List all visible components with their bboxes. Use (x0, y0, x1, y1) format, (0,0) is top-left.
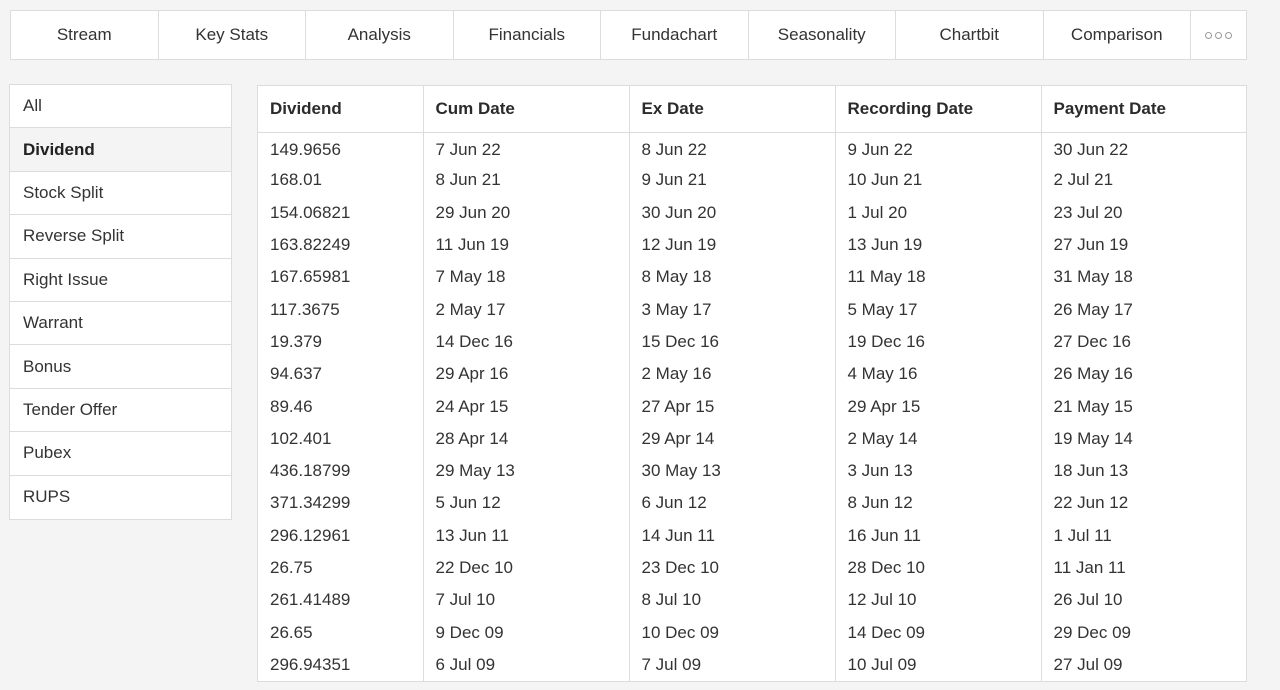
table-row (258, 520, 1247, 552)
cum-date-cell: 29 Jun 20 (423, 197, 629, 229)
cum-date-cell: 11 Jun 19 (423, 229, 629, 261)
sidebar-item-warrant[interactable]: Warrant (10, 302, 231, 345)
ex-date-cell: 15 Dec 16 (629, 326, 835, 358)
table-row (258, 552, 1247, 584)
dividend-table-container (257, 85, 1247, 682)
payment-date-cell: 29 Dec 09 (1053, 622, 1131, 642)
cum-date-cell: 29 May 13 (423, 455, 629, 487)
payment-date-cell: 27 Jul 09 (1053, 654, 1123, 674)
dividend-cell: 102.401 (258, 423, 423, 455)
payment-date-cell: 26 Jul 10 (1053, 590, 1123, 610)
table-row (258, 326, 1247, 358)
cum-date-cell: 14 Dec 16 (423, 326, 629, 358)
table-row (258, 455, 1247, 487)
tab-key-stats[interactable]: Key Stats (159, 11, 307, 59)
dividend-cell: 94.637 (258, 358, 423, 390)
table-row (258, 261, 1247, 293)
sidebar-item-right-issue[interactable]: Right Issue (10, 259, 231, 302)
cum-date-cell: 9 Dec 09 (423, 616, 629, 648)
recording-date-cell: 9 Jun 22 (835, 132, 1041, 164)
table-row (258, 132, 1247, 164)
payment-date-cell: 22 Jun 12 (1053, 493, 1129, 513)
table-row (258, 390, 1247, 422)
cum-date-cell: 28 Apr 14 (423, 423, 629, 455)
column-header-cum-date[interactable]: Cum Date (423, 86, 629, 132)
ex-date-cell: 6 Jun 12 (629, 487, 835, 519)
table-row (258, 358, 1247, 390)
ex-date-cell: 30 Jun 20 (629, 197, 835, 229)
table-row (258, 616, 1247, 648)
dividend-table (258, 86, 1247, 681)
recording-date-cell: 29 Apr 15 (835, 390, 1041, 422)
recording-date-cell: 19 Dec 16 (835, 326, 1041, 358)
cum-date-cell: 2 May 17 (423, 293, 629, 325)
payment-date-cell: 19 May 14 (1053, 428, 1133, 448)
payment-date-cell: 18 Jun 13 (1053, 461, 1129, 481)
tab-seasonality[interactable]: Seasonality (749, 11, 897, 59)
ex-date-cell: 7 Jul 09 (629, 649, 835, 681)
cum-date-cell: 24 Apr 15 (423, 390, 629, 422)
tab-financials[interactable]: Financials (454, 11, 602, 59)
ex-date-cell: 27 Apr 15 (629, 390, 835, 422)
cum-date-cell: 29 Apr 16 (423, 358, 629, 390)
payment-date-cell: 21 May 15 (1053, 396, 1133, 416)
ex-date-cell: 8 May 18 (629, 261, 835, 293)
table-row (258, 584, 1247, 616)
dividend-cell: 168.01 (258, 164, 423, 196)
column-header-dividend[interactable]: Dividend (258, 86, 423, 132)
cum-date-cell: 5 Jun 12 (423, 487, 629, 519)
payment-date-cell: 26 May 17 (1053, 299, 1133, 319)
recording-date-cell: 11 May 18 (835, 261, 1041, 293)
recording-date-cell: 10 Jun 21 (835, 164, 1041, 196)
dividend-cell: 163.82249 (258, 229, 423, 261)
recording-date-cell: 1 Jul 20 (835, 197, 1041, 229)
payment-date-cell: 27 Dec 16 (1053, 331, 1131, 351)
dividend-cell: 261.41489 (258, 584, 423, 616)
recording-date-cell: 2 May 14 (835, 423, 1041, 455)
sidebar-item-reverse-split[interactable]: Reverse Split (10, 215, 231, 258)
ex-date-cell: 23 Dec 10 (629, 552, 835, 584)
recording-date-cell: 28 Dec 10 (835, 552, 1041, 584)
cum-date-cell: 7 Jul 10 (423, 584, 629, 616)
ex-date-cell: 29 Apr 14 (629, 423, 835, 455)
top-tab-bar (10, 10, 1247, 60)
dividend-cell: 149.9656 (258, 132, 423, 164)
cum-date-cell: 8 Jun 21 (423, 164, 629, 196)
table-row (258, 164, 1247, 196)
recording-date-cell: 14 Dec 09 (835, 616, 1041, 648)
tab-fundachart[interactable]: Fundachart (601, 11, 749, 59)
recording-date-cell: 10 Jul 09 (835, 649, 1041, 681)
tab-stream[interactable]: Stream (11, 11, 159, 59)
ex-date-cell: 9 Jun 21 (629, 164, 835, 196)
dividend-cell: 26.75 (258, 552, 423, 584)
cum-date-cell: 22 Dec 10 (423, 552, 629, 584)
tab-comparison[interactable]: Comparison (1044, 11, 1192, 59)
payment-date-cell: 2 Jul 21 (1053, 170, 1114, 190)
dividend-cell: 371.34299 (258, 487, 423, 519)
sidebar-item-pubex[interactable]: Pubex (10, 432, 231, 475)
tab-chartbit[interactable]: Chartbit (896, 11, 1044, 59)
ex-date-cell: 30 May 13 (629, 455, 835, 487)
payment-date-cell: 11 Jan 11 (1053, 558, 1126, 577)
dividend-cell: 117.3675 (258, 293, 423, 325)
recording-date-cell: 4 May 16 (835, 358, 1041, 390)
cum-date-cell: 7 May 18 (423, 261, 629, 293)
dividend-cell: 89.46 (258, 390, 423, 422)
sidebar-item-bonus[interactable]: Bonus (10, 345, 231, 388)
dividend-cell: 436.18799 (258, 455, 423, 487)
column-header-ex-date[interactable]: Ex Date (629, 86, 835, 132)
ex-date-cell: 8 Jul 10 (629, 584, 835, 616)
ex-date-cell: 10 Dec 09 (629, 616, 835, 648)
sidebar-item-stock-split[interactable]: Stock Split (10, 172, 231, 215)
dividend-cell: 167.65981 (258, 261, 423, 293)
sidebar-item-dividend[interactable]: Dividend (10, 128, 231, 171)
table-header-row (258, 86, 1247, 132)
table-body (258, 132, 1247, 681)
dividend-cell: 154.06821 (258, 197, 423, 229)
column-header-recording-date[interactable]: Recording Date (835, 86, 1041, 132)
dividend-cell: 19.379 (258, 326, 423, 358)
dividend-cell: 296.12961 (258, 520, 423, 552)
sidebar-item-tender-offer[interactable]: Tender Offer (10, 389, 231, 432)
ex-date-cell: 3 May 17 (629, 293, 835, 325)
recording-date-cell: 5 May 17 (835, 293, 1041, 325)
ex-date-cell: 14 Jun 11 (629, 520, 835, 552)
payment-date-cell: 26 May 16 (1053, 364, 1133, 384)
dividend-cell: 26.65 (258, 616, 423, 648)
recording-date-cell: 3 Jun 13 (835, 455, 1041, 487)
sidebar-item-rups[interactable]: RUPS (23, 487, 71, 507)
payment-date-cell: 23 Jul 20 (1053, 202, 1123, 222)
recording-date-cell: 16 Jun 11 (835, 520, 1041, 552)
more-dots-icon (1205, 32, 1232, 39)
table-row (258, 293, 1247, 325)
corporate-action-sidebar (9, 84, 232, 520)
payment-date-cell: 27 Jun 19 (1053, 235, 1129, 255)
recording-date-cell: 8 Jun 12 (835, 487, 1041, 519)
payment-date-cell: 30 Jun 22 (1053, 139, 1129, 159)
ex-date-cell: 12 Jun 19 (629, 229, 835, 261)
cum-date-cell: 13 Jun 11 (423, 520, 629, 552)
payment-date-cell: 31 May 18 (1053, 267, 1133, 287)
ex-date-cell: 8 Jun 22 (629, 132, 835, 164)
recording-date-cell: 12 Jul 10 (835, 584, 1041, 616)
cum-date-cell: 6 Jul 09 (423, 649, 629, 681)
table-row (258, 487, 1247, 519)
table-row (258, 649, 1247, 681)
column-header-payment-date[interactable]: Payment Date (1041, 86, 1247, 132)
dividend-cell: 296.94351 (258, 649, 423, 681)
payment-date-cell: 1 Jul 11 (1053, 525, 1112, 545)
recording-date-cell: 13 Jun 19 (835, 229, 1041, 261)
table-row (258, 197, 1247, 229)
table-row (258, 229, 1247, 261)
cum-date-cell: 7 Jun 22 (423, 132, 629, 164)
more-tabs-button[interactable] (1191, 11, 1246, 59)
ex-date-cell: 2 May 16 (629, 358, 835, 390)
tab-analysis[interactable]: Analysis (306, 11, 454, 59)
table-row (258, 423, 1247, 455)
sidebar-item-all[interactable]: All (10, 85, 231, 128)
